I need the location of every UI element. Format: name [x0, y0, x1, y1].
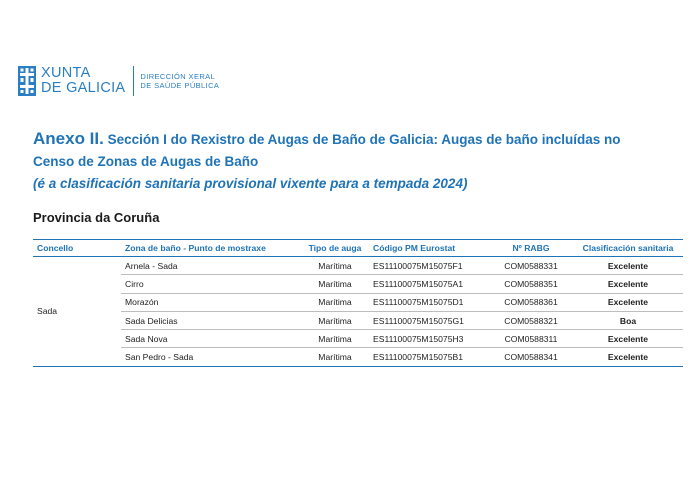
department-name: [140, 72, 219, 91]
rabg-cell: COM0588321: [489, 311, 573, 329]
header-zona: Zona de baño - Punto de mostraxe: [121, 240, 301, 257]
tipo-cell: Marítima: [301, 330, 369, 348]
table-row: [33, 293, 683, 311]
table-row: [33, 257, 683, 275]
clasificacion-cell: Excelente: [573, 330, 683, 348]
tipo-cell: Marítima: [301, 293, 369, 311]
dept-line-2: DE SAÚDE PÚBLICA: [140, 81, 220, 90]
zona-cell: Cirro: [121, 275, 301, 293]
rabg-cell: COM0588331: [489, 257, 573, 275]
codigo-cell: ES11100075M15075G1: [369, 311, 489, 329]
title-subtitle: (é a clasificación sanitaria provisional vixente para a tempada 2024): [33, 176, 468, 191]
header-codigo: Código PM Eurostat: [369, 240, 489, 257]
annex-label: Anexo II.: [33, 129, 104, 148]
tipo-cell: Marítima: [301, 348, 369, 366]
table-header-row: [33, 240, 683, 257]
tipo-cell: Marítima: [301, 257, 369, 275]
clasificacion-cell: Boa: [573, 311, 683, 329]
table-row: [33, 311, 683, 329]
table-row: [33, 330, 683, 348]
codigo-cell: ES11100075M15075F1: [369, 257, 489, 275]
zona-cell: Sada Delicias: [121, 311, 301, 329]
zona-cell: Sada Nova: [121, 330, 301, 348]
bathing-waters-table: [33, 239, 683, 367]
codigo-cell: ES11100075M15075D1: [369, 293, 489, 311]
galicia-crest-icon: [18, 66, 36, 96]
header-rabg: Nº RABG: [489, 240, 573, 257]
zona-cell: San Pedro - Sada: [121, 348, 301, 366]
header-concello: Concello: [33, 240, 121, 257]
logo-wordmark: [41, 66, 125, 96]
codigo-cell: ES11100075M15075A1: [369, 275, 489, 293]
clasificacion-cell: Excelente: [573, 257, 683, 275]
logo-line-1: XUNTA: [41, 65, 91, 81]
codigo-cell: ES11100075M15075H3: [369, 330, 489, 348]
zona-cell: Arnela - Sada: [121, 257, 301, 275]
document-title: [33, 128, 683, 195]
table-row: [33, 275, 683, 293]
title-line-2: Censo de Zonas de Augas de Baño: [33, 154, 259, 169]
tipo-cell: Marítima: [301, 275, 369, 293]
logo-divider: [133, 66, 134, 96]
header-clasificacion: Clasificación sanitaria: [573, 240, 683, 257]
province-heading: Provincia da Coruña: [33, 210, 160, 225]
table-row: [33, 348, 683, 366]
tipo-cell: Marítima: [301, 311, 369, 329]
header-tipo: Tipo de auga: [301, 240, 369, 257]
codigo-cell: ES11100075M15075B1: [369, 348, 489, 366]
clasificacion-cell: Excelente: [573, 293, 683, 311]
logo-line-2: DE GALICIA: [41, 80, 126, 96]
clasificacion-cell: Excelente: [573, 348, 683, 366]
title-line-1-rest: Sección I do Rexistro de Augas de Baño de Galicia: Augas de baño incluídas no: [107, 132, 621, 147]
xunta-logo: [18, 66, 219, 96]
dept-line-1: DIRECCIÓN XERAL: [140, 71, 216, 81]
rabg-cell: COM0588361: [489, 293, 573, 311]
clasificacion-cell: Excelente: [573, 275, 683, 293]
rabg-cell: COM0588311: [489, 330, 573, 348]
zona-cell: Morazón: [121, 293, 301, 311]
title-line-1: [33, 128, 683, 151]
rabg-cell: COM0588341: [489, 348, 573, 366]
rabg-cell: COM0588351: [489, 275, 573, 293]
concello-cell: Sada: [33, 257, 121, 367]
